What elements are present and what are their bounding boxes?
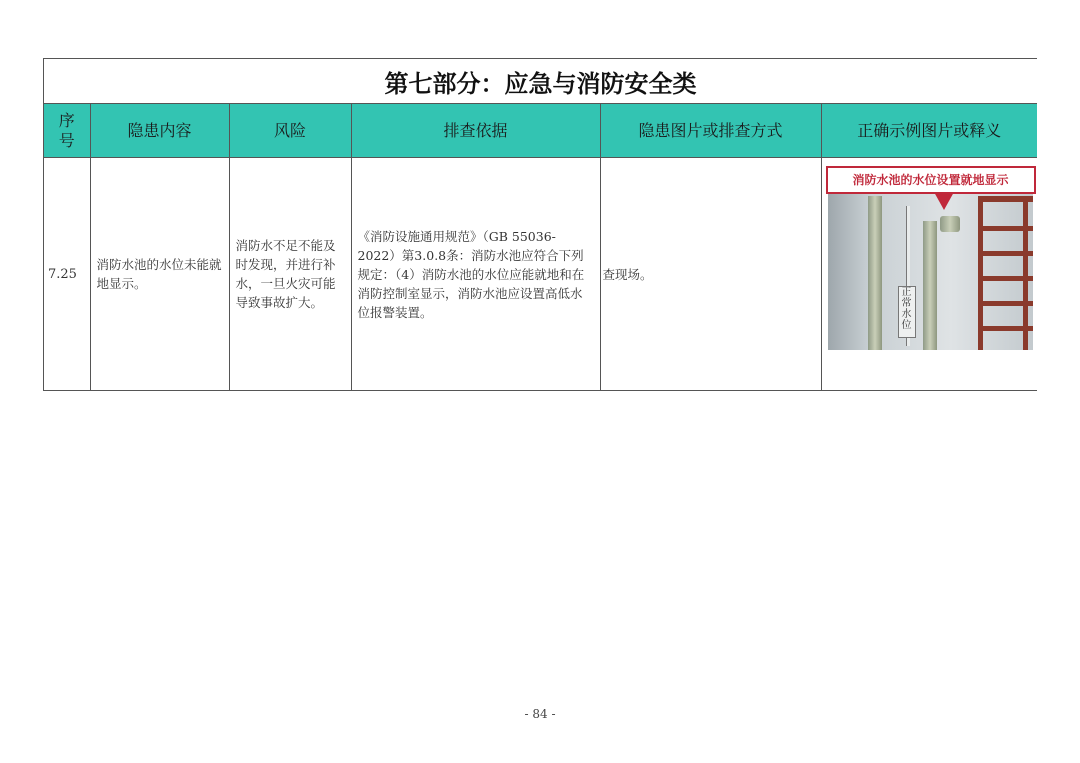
- callout-pointer-icon: [934, 192, 954, 210]
- section-title: 第七部分：应急与消防安全类: [44, 59, 1037, 104]
- table-header-row: [44, 104, 1037, 158]
- cell-seq: 7.25: [44, 158, 90, 391]
- header-basis: 排查依据: [351, 104, 600, 158]
- water-level-sign: 正常水位: [898, 286, 916, 338]
- page-number: - 84 -: [524, 707, 556, 721]
- table-row: [44, 158, 1037, 391]
- hazard-table: [44, 104, 1037, 391]
- cell-hazard: 消防水池的水位未能就地显示。: [90, 158, 229, 391]
- cell-risk: 消防水不足不能及时发现，并进行补水，一旦火灾可能导致事故扩大。: [229, 158, 351, 391]
- correct-example-callout: 消防水池的水位设置就地显示: [826, 166, 1036, 194]
- cell-basis: 《消防设施通用规范》（GB 55036-2022）第3.0.8条：消防水池应符合下列规定：（4）消防水池的水位应能就地和在消防控制室显示，消防水池应设置高低水位报警装置。: [351, 158, 600, 391]
- hazard-table-sheet: [43, 58, 1037, 391]
- cell-correct-example: [821, 158, 1037, 391]
- cell-method: 查现场。: [600, 158, 821, 391]
- header-risk: 风险: [229, 104, 351, 158]
- header-hazard: 隐患内容: [90, 104, 229, 158]
- header-method: 隐患图片或排查方式: [600, 104, 821, 158]
- header-seq: 序号: [44, 104, 90, 158]
- header-correct: 正确示例图片或释义: [821, 104, 1037, 158]
